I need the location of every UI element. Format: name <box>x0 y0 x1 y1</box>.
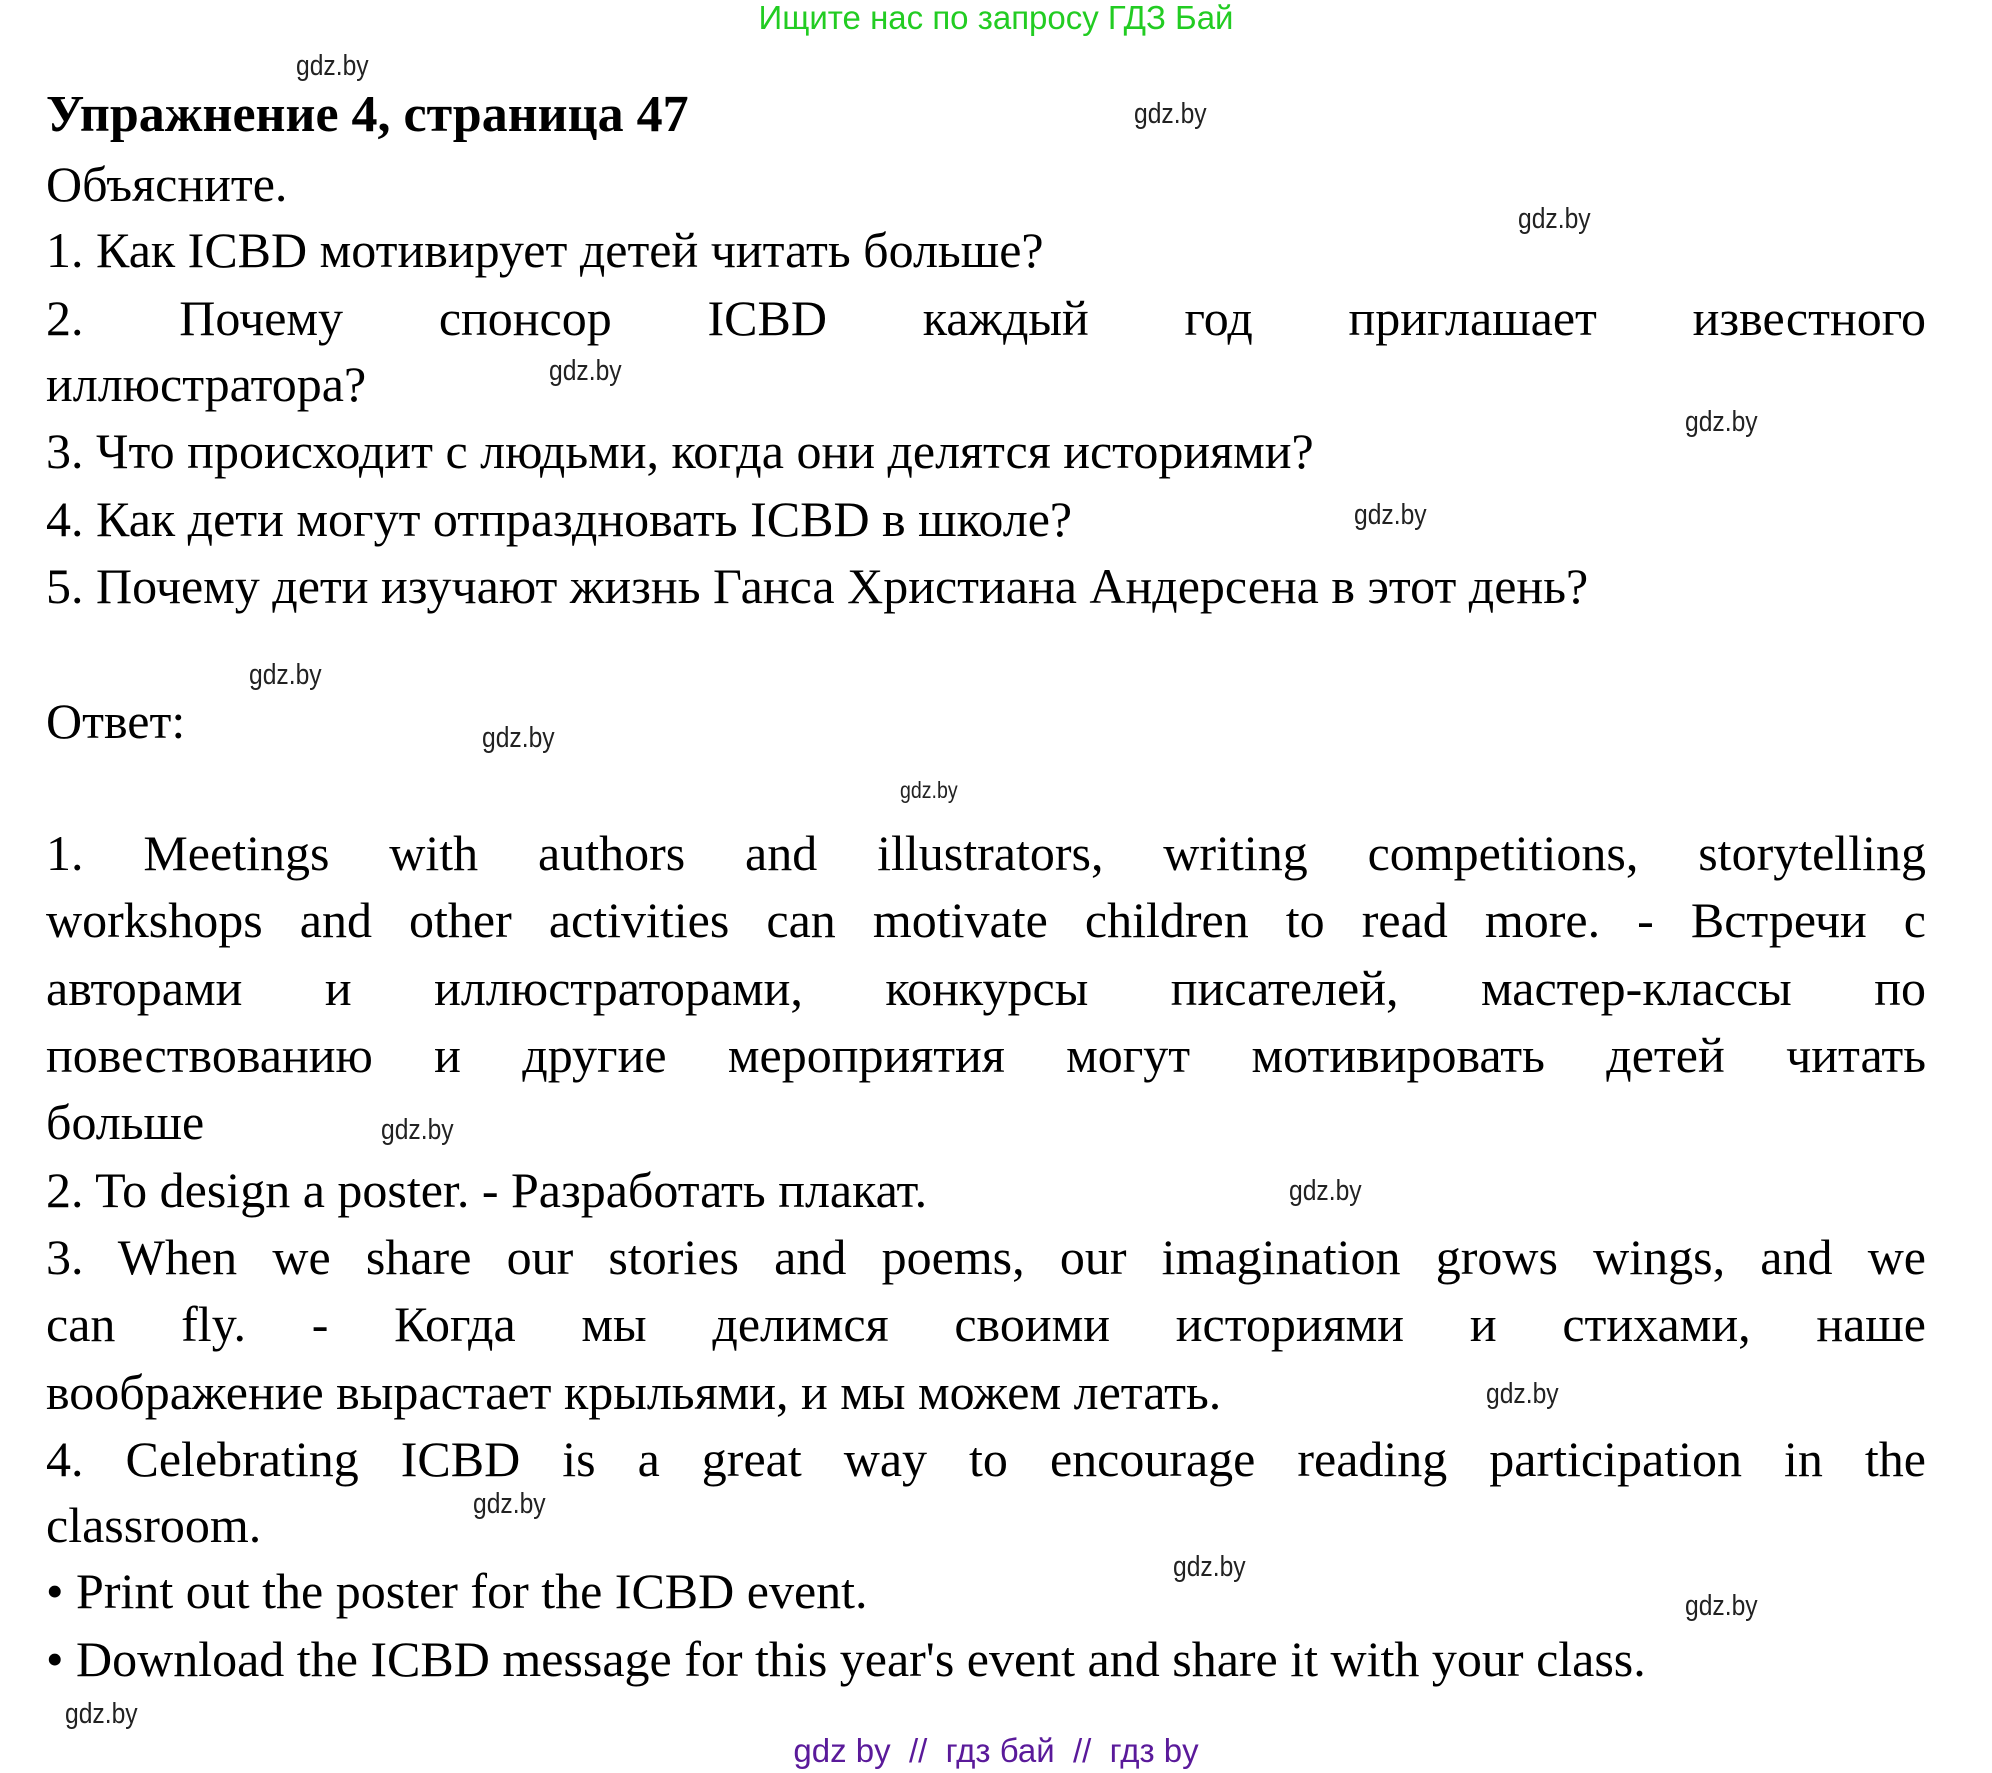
search-hint-banner: Ищите нас по запросу ГДЗ Бай <box>758 0 1234 36</box>
watermark: gdz.by <box>65 1698 138 1730</box>
question-3: 3. Что происходит с людьми, когда они делятся историями? <box>46 423 1314 479</box>
watermark: gdz.by <box>1134 98 1207 130</box>
watermark: gdz.by <box>482 722 555 754</box>
answer-line: авторами и иллюстраторами, конкурсы писателей, мастер-классы по <box>46 960 1926 1016</box>
footer-links: gdz by // гдз бай // гдз by <box>793 1732 1199 1769</box>
answer-line: больше <box>46 1094 205 1150</box>
watermark: gdz.by <box>1289 1175 1362 1207</box>
watermark: gdz.by <box>1354 499 1427 531</box>
watermark: gdz.by <box>1685 1590 1758 1622</box>
answer-line: 3. When we share our stories and poems, our imagination grows wings, and we <box>46 1229 1926 1285</box>
answer-line: classroom. <box>46 1497 262 1553</box>
answer-line: воображение вырастает крыльями, и мы можем летать. <box>46 1364 1222 1420</box>
watermark: gdz.by <box>381 1114 454 1146</box>
answer-bullet: • Download the ICBD message for this year's event and share it with your class. <box>46 1631 1646 1687</box>
answer-line: 1. Meetings with authors and illustrators, writing competitions, storytelling <box>46 825 1926 881</box>
answer-line: can fly. - Когда мы делимся своими историями и стихами, наше <box>46 1296 1926 1352</box>
watermark: gdz.by <box>1518 203 1591 235</box>
watermark: gdz.by <box>473 1488 546 1520</box>
answer-line: workshops and other activities can motivate children to read more. - Встречи с <box>46 892 1926 948</box>
question-4: 4. Как дети могут отпраздновать ICBD в школе? <box>46 491 1073 547</box>
answer-label: Ответ: <box>46 693 186 749</box>
watermark: gdz.by <box>296 50 369 82</box>
question-2-line-1: 2. Почему спонсор ICBD каждый год приглашает известного <box>46 290 1926 346</box>
watermark: gdz.by <box>900 777 958 803</box>
watermark: gdz.by <box>549 355 622 387</box>
watermark: gdz.by <box>249 659 322 691</box>
watermark: gdz.by <box>1173 1551 1246 1583</box>
question-1: 1. Как ICBD мотивирует детей читать больше? <box>46 222 1044 278</box>
answer-line: 2. To design a poster. - Разработать плакат. <box>46 1162 928 1218</box>
watermark: gdz.by <box>1685 406 1758 438</box>
question-5: 5. Почему дети изучают жизнь Ганса Христиана Андерсена в этот день? <box>46 558 1589 614</box>
watermark: gdz.by <box>1486 1378 1559 1410</box>
answer-bullet: • Print out the poster for the ICBD event. <box>46 1563 868 1619</box>
answer-line: повествованию и другие мероприятия могут мотивировать детей читать <box>46 1027 1926 1083</box>
page-title: Упражнение 4, страница 47 <box>46 86 689 143</box>
instruction: Объясните. <box>46 156 288 212</box>
question-2-line-2: иллюстратора? <box>46 356 367 412</box>
answer-line: 4. Celebrating ICBD is a great way to encourage reading participation in the <box>46 1431 1926 1487</box>
